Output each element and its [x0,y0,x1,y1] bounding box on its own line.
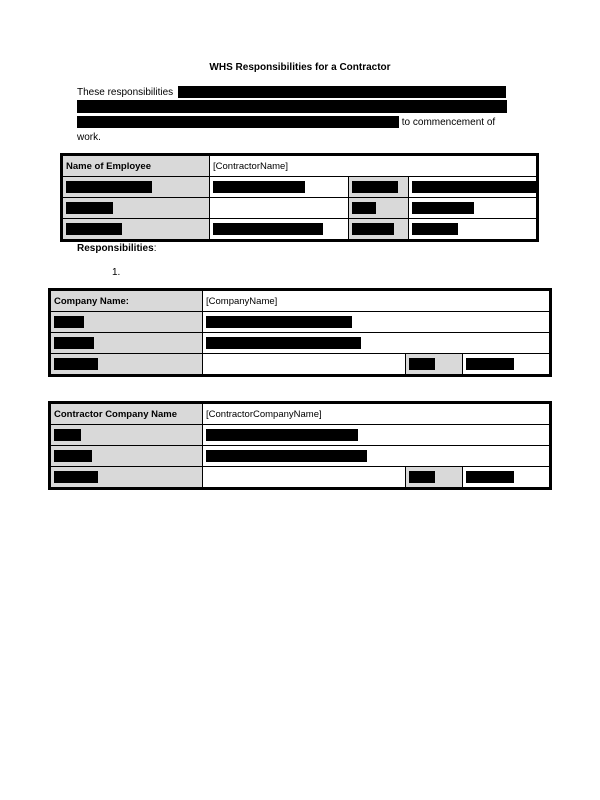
table-cell [51,446,203,467]
table-cell [203,446,550,467]
redaction-block [352,202,376,214]
table-cell [51,354,203,375]
table-row [51,354,550,375]
table-cell [51,312,203,333]
redaction-block [54,429,81,441]
table-cell [51,425,203,446]
contractor-company-name-label: Contractor Company Name [51,404,203,425]
company-name-label: Company Name: [51,291,203,312]
table-cell [203,425,550,446]
table-cell [210,198,349,219]
table-cell [203,333,550,354]
table-row [51,333,550,354]
table-cell [63,219,210,240]
table-row [63,198,537,219]
redaction-block [213,223,323,235]
list-item-number: 1. [112,267,121,278]
table-row [63,177,537,198]
table-cell [210,219,349,240]
table-cell [210,177,349,198]
contractor-company-table [50,403,550,488]
table-cell [349,219,409,240]
table-row [51,425,550,446]
table-cell [406,354,463,375]
redaction-block [178,86,506,98]
company-table [50,290,550,375]
table-row [51,404,550,425]
intro-prefix: These responsibilities [77,87,174,98]
table-cell [63,177,210,198]
redaction-block [412,223,458,235]
redaction-block [54,358,98,370]
table-cell [409,177,537,198]
employee-table [62,155,537,240]
intro-line-1 [77,85,507,100]
table-cell [349,198,409,219]
table-row [51,291,550,312]
table-cell [203,467,406,488]
company-name-value: [CompanyName] [203,291,550,312]
redaction-block [77,100,507,113]
employee-name-label: Name of Employee [63,156,210,177]
redaction-block [466,358,514,370]
intro-last-line: work. [77,132,101,143]
intro-line-3 [77,115,507,130]
responsibilities-colon: : [153,243,157,254]
redaction-block [54,337,94,349]
table-cell [409,198,537,219]
table-row [63,219,537,240]
table-row [63,156,537,177]
redaction-block [77,116,399,128]
table-cell [51,333,203,354]
redaction-block [206,429,358,441]
responsibilities-label: Responsibilities [77,243,154,254]
redaction-block [54,471,98,483]
table-cell [406,467,463,488]
redaction-block [213,181,305,193]
table-row [51,446,550,467]
redaction-block [352,181,398,193]
redaction-block [412,202,474,214]
redaction-block [206,337,361,349]
redaction-block [352,223,394,235]
table-cell [463,467,550,488]
contractor-company-name-value: [ContractorCompanyName] [203,404,550,425]
redaction-block [54,450,92,462]
table-cell [409,219,537,240]
table-row [51,467,550,488]
table-cell [203,354,406,375]
redaction-block [66,223,122,235]
table-cell [203,312,550,333]
employee-name-value: [ContractorName] [210,156,537,177]
redaction-block [206,316,352,328]
redaction-block [466,471,514,483]
table-row [51,312,550,333]
redaction-block [66,202,113,214]
redaction-block [409,358,435,370]
intro-suffix: to commencement of [401,117,496,128]
redaction-block [66,181,152,193]
table-cell [349,177,409,198]
redaction-block [206,450,367,462]
table-cell [51,467,203,488]
redaction-block [54,316,84,328]
document-title: WHS Responsibilities for a Contractor [209,62,391,73]
redaction-block [409,471,435,483]
table-cell [463,354,550,375]
table-cell [63,198,210,219]
redaction-block [412,181,536,193]
responsibilities-heading [77,243,156,254]
